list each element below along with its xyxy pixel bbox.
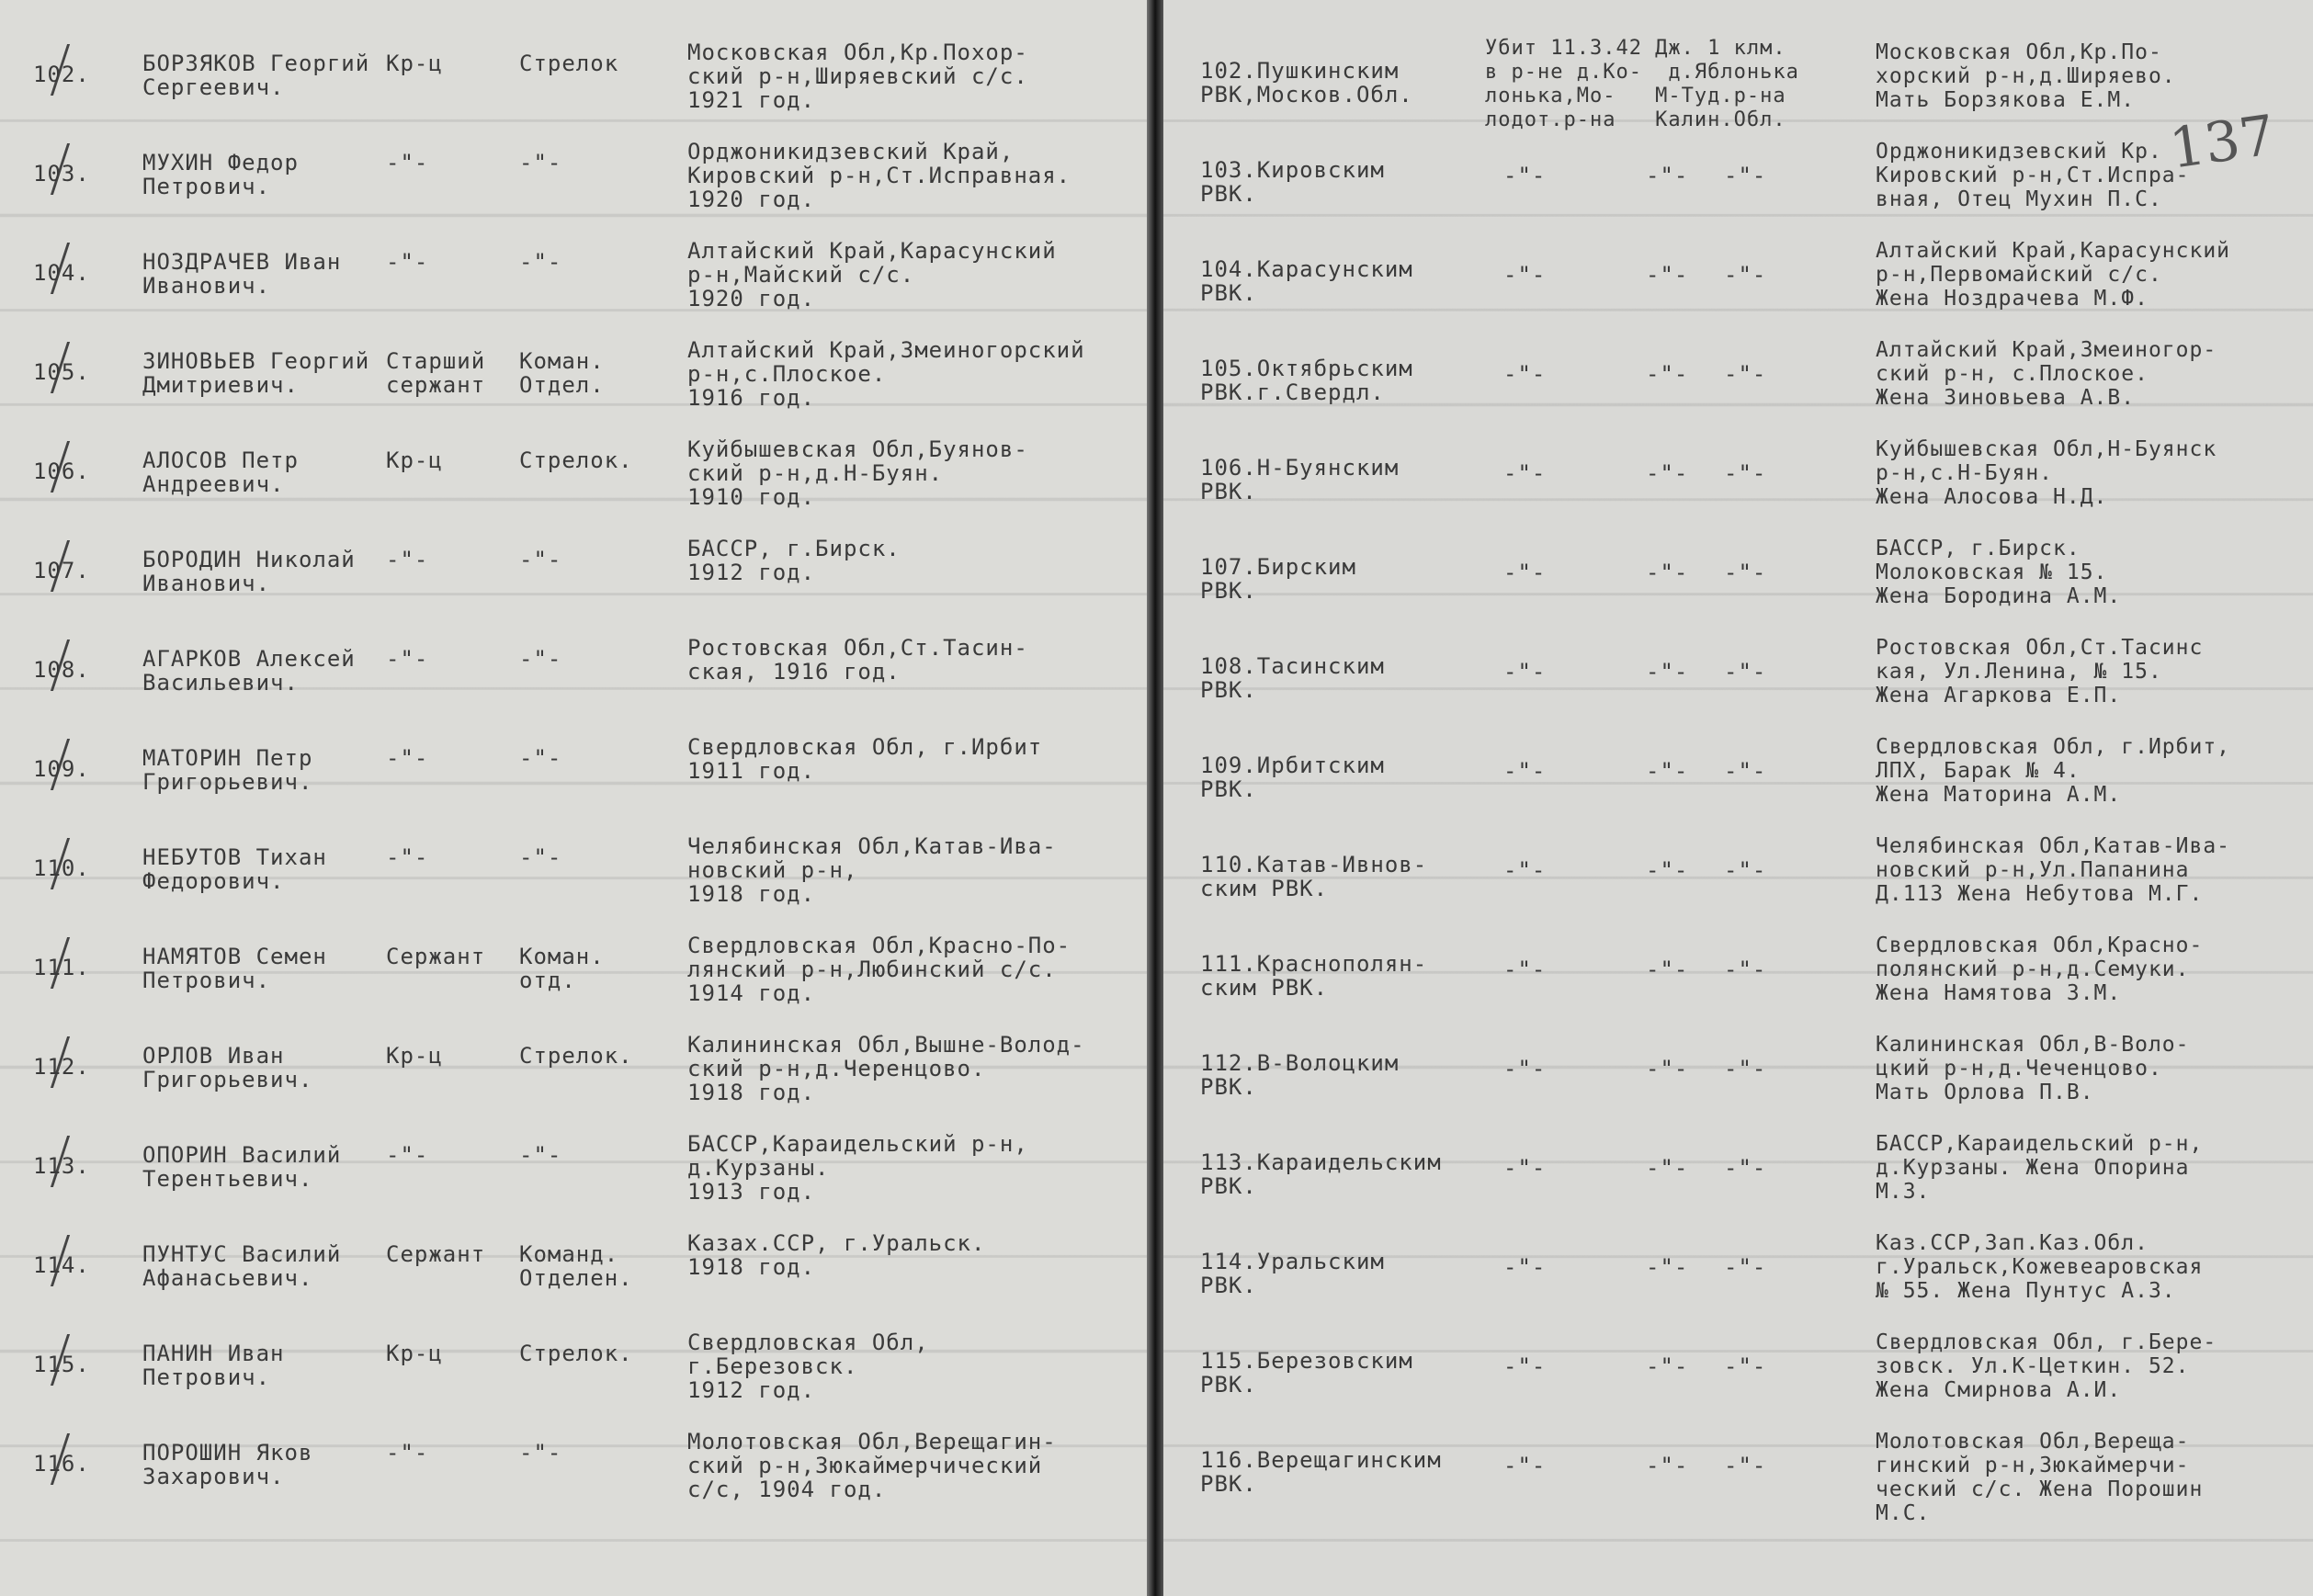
ditto-mark: -"- [1724,163,1767,188]
ditto-mark: -"- [1503,1155,1547,1181]
ditto-mark: -"- [1724,1254,1767,1280]
soldier-name: МАТОРИН Петр Григорьевич. [142,745,313,795]
ditto-mark: -"- [1503,560,1547,585]
ditto-mark: -"- [1646,1155,1689,1181]
soldier-position: -"- [519,646,562,672]
record-number: 113. [33,1153,90,1179]
left-page [0,0,1147,1596]
draft-office: 114.Уральским РВК. [1200,1249,1385,1298]
record-row [0,434,1147,529]
family-address: Орджоникидзевский Кр. Кировский р-н,Ст.Испра- вная, Отец Мухин П.С. [1876,140,2190,211]
family-address: БАССР, г.Бирск. Молоковская № 15. Жена Бородина А.М. [1876,537,2122,608]
family-address: Свердловская Обл, г.Бере- зовск. Ул.К-Цеткин. 52. Жена Смирнова А.И. [1876,1330,2217,1402]
page-fold [1147,0,1163,1596]
record-number: 112. [33,1054,90,1080]
soldier-rank: -"- [386,1440,429,1466]
record-row [1163,1128,2313,1224]
birthplace-year: Челябинская Обл,Катав-Ива- новский р-н, 1918 год. [687,833,1057,907]
record-row [0,1128,1147,1224]
soldier-rank: -"- [386,646,429,672]
record-number: 111. [33,955,90,980]
birthplace-year: Куйбышевская Обл,Буянов- ский р-н,д.Н-Буян. 1910 год. [687,436,1028,510]
record-number: 107. [33,558,90,583]
ditto-mark: -"- [1503,659,1547,685]
family-address: Ростовская Обл,Ст.Тасинс кая, Ул.Ленина, № 15. Жена Агаркова Е.П. [1876,636,2204,707]
ditto-mark: -"- [1503,956,1547,982]
soldier-name: ЗИНОВЬЕВ Георгий Дмитриевич. [142,348,370,398]
ditto-mark: -"- [1503,1056,1547,1081]
soldier-position: -"- [519,745,562,771]
soldier-name: ОПОРИН Василий Терентьевич. [142,1142,342,1192]
ditto-mark: -"- [1646,1254,1689,1280]
record-row [1163,235,2313,331]
soldier-name: АЛОСОВ Петр Андреевич. [142,447,299,497]
draft-office: 105.Октябрьским РВК.г.Свердл. [1200,356,1413,405]
birthplace-year: Свердловская Обл, г.Ирбит 1911 год. [687,734,1043,784]
ditto-mark: -"- [1503,361,1547,387]
soldier-name: БОРОДИН Николай Иванович. [142,547,356,596]
record-row [1163,1426,2313,1525]
soldier-name: АГАРКОВ Алексей Васильевич. [142,646,356,696]
ditto-mark: -"- [1724,1353,1767,1379]
soldier-rank: -"- [386,1142,429,1168]
family-address: Московская Обл,Кр.По- хорский р-н,д.Ширяево. Мать Борзякова Е.М. [1876,40,2176,112]
draft-office: 104.Карасунским РВК. [1200,256,1413,306]
ditto-mark: -"- [1724,361,1767,387]
record-row [1163,136,2313,232]
birthplace-year: БАССР,Караидельский р-н, д.Курзаны. 1913 год. [687,1131,1028,1205]
family-address: Свердловская Обл,Красно- полянский р-н,д.Семуки. Жена Намятова З.М. [1876,934,2204,1005]
ditto-mark: -"- [1646,659,1689,685]
birthplace-year: Алтайский Край,Карасунский р-н,Майский с/с. 1920 год. [687,238,1057,311]
record-row [0,235,1147,331]
ditto-mark: -"- [1646,163,1689,188]
record-number: 116. [33,1451,90,1477]
family-address: Каз.ССР,Зап.Каз.Обл. г.Уральск,Кожевеаровская № 55. Жена Пунтус А.З. [1876,1231,2204,1303]
ditto-mark: -"- [1724,262,1767,288]
soldier-name: ПУНТУС Василий Афанасьевич. [142,1241,342,1291]
ditto-mark: -"- [1503,857,1547,883]
draft-office: 109.Ирбитским РВК. [1200,753,1385,802]
soldier-name: ПОРОШИН Яков Захарович. [142,1440,313,1489]
draft-office: 107.Бирским РВК. [1200,554,1356,604]
birthplace-year: БАССР, г.Бирск. 1912 год. [687,536,901,585]
soldier-rank: Кр-ц [386,1341,443,1366]
ditto-mark: -"- [1503,758,1547,784]
record-row [1163,1228,2313,1323]
record-number: 110. [33,855,90,881]
ditto-mark: -"- [1724,659,1767,685]
soldier-position: Стрелок. [519,1043,633,1069]
record-row [1163,632,2313,728]
ditto-mark: -"- [1503,1353,1547,1379]
record-row [0,37,1147,132]
record-row [1163,334,2313,430]
birthplace-year: Молотовская Обл,Верещагин- ский р-н,Зюкаймерчический с/с, 1904 год. [687,1429,1057,1502]
draft-office: 113.Караидельским РВК. [1200,1149,1442,1199]
draft-office: 111.Краснополян- ским РВК. [1200,951,1428,1001]
ditto-mark: -"- [1724,857,1767,883]
ditto-mark: -"- [1646,1056,1689,1081]
draft-office: 106.Н-Буянским РВК. [1200,455,1400,504]
ditto-mark: -"- [1646,956,1689,982]
record-row [0,1327,1147,1422]
soldier-position: Коман. отд. [519,944,605,993]
record-row [0,1426,1147,1522]
ditto-mark: -"- [1646,460,1689,486]
soldier-position: -"- [519,150,562,175]
family-address: Свердловская Обл, г.Ирбит, ЛПХ, Барак № 4. Жена Маторина А.М. [1876,735,2231,807]
page-number: 137 [2165,103,2279,182]
birthplace-year: Орджоникидзевский Край, Кировский р-н,Ст.Исправная. 1920 год. [687,139,1071,212]
record-number: 104. [33,260,90,286]
record-row [1163,930,2313,1025]
soldier-position: Коман. Отдел. [519,348,605,398]
record-number: 114. [33,1252,90,1278]
record-row [0,533,1147,628]
record-row [0,1228,1147,1323]
family-address: Алтайский Край,Карасунский р-н,Первомайский с/с. Жена Ноздрачева М.Ф. [1876,239,2231,311]
death-note: Убит 11.3.42 Дж. 1 клм. в р-не д.Ко- д.Яблонька лонька,Мо- М-Туд.р-на лодот.р-на Калин.Обл. [1485,37,1799,131]
soldier-name: НАМЯТОВ Семен Петрович. [142,944,327,993]
record-row [0,136,1147,232]
soldier-rank: -"- [386,844,429,870]
soldier-name: БОРЗЯКОВ Георгий Сергеевич. [142,51,370,100]
soldier-rank: Кр-ц [386,51,443,76]
record-number: 103. [33,161,90,187]
soldier-position: -"- [519,1142,562,1168]
record-row [1163,831,2313,926]
soldier-position: Стрелок. [519,1341,633,1366]
draft-office: 115.Березовским РВК. [1200,1348,1413,1398]
birthplace-year: Калининская Обл,Вышне-Волод- ский р-н,д.Черенцово. 1918 год. [687,1032,1085,1105]
birthplace-year: Свердловская Обл,Красно-По- лянский р-н,Любинский с/с. 1914 год. [687,933,1071,1006]
draft-office: 108.Тасинским РВК. [1200,653,1385,703]
ditto-mark: -"- [1646,361,1689,387]
family-address: Челябинская Обл,Катав-Ива- новский р-н,Ул.Папанина Д.113 Жена Небутова М.Г. [1876,834,2231,906]
ditto-mark: -"- [1724,758,1767,784]
soldier-rank: Старший сержант [386,348,486,398]
ditto-mark: -"- [1724,956,1767,982]
ditto-mark: -"- [1503,1254,1547,1280]
ditto-mark: -"- [1724,560,1767,585]
ditto-mark: -"- [1724,1453,1767,1478]
soldier-rank: -"- [386,249,429,275]
ditto-mark: -"- [1646,758,1689,784]
draft-office: 102.Пушкинским РВК,Москов.Обл. [1200,58,1413,108]
soldier-rank: -"- [386,150,429,175]
soldier-name: НОЗДРАЧЕВ Иван Иванович. [142,249,342,299]
ditto-mark: -"- [1724,1056,1767,1081]
record-row [0,731,1147,827]
record-row [1163,1327,2313,1422]
soldier-rank: Сержант [386,944,486,969]
soldier-position: Стрелок. [519,447,633,473]
draft-office: 110.Катав-Ивнов- ским РВК. [1200,852,1428,901]
soldier-name: ОРЛОВ Иван Григорьевич. [142,1043,313,1092]
ditto-mark: -"- [1646,857,1689,883]
family-address: Куйбышевская Обл,Н-Буянск р-н,с.Н-Буян. Жена Алосова Н.Д. [1876,437,2217,509]
record-row [1163,434,2313,529]
record-row [0,334,1147,430]
soldier-position: Команд. Отделен. [519,1241,633,1291]
record-row [0,930,1147,1025]
ditto-mark: -"- [1503,163,1547,188]
draft-office: 116.Верещагинским РВК. [1200,1447,1442,1497]
record-row [1163,1029,2313,1125]
birthplace-year: Свердловская Обл, г.Березовск. 1912 год. [687,1330,929,1403]
birthplace-year: Московская Обл,Кр.Похор- ский р-н,Ширяевский с/с. 1921 год. [687,40,1028,113]
soldier-name: НЕБУТОВ Тихан Федорович. [142,844,327,894]
birthplace-year: Ростовская Обл,Ст.Тасин- ская, 1916 год. [687,635,1028,685]
ditto-mark: -"- [1503,1453,1547,1478]
record-row [0,1029,1147,1125]
soldier-name: МУХИН Федор Петрович. [142,150,299,199]
ditto-mark: -"- [1646,262,1689,288]
soldier-rank: -"- [386,547,429,572]
ditto-mark: -"- [1724,460,1767,486]
soldier-position: -"- [519,1440,562,1466]
record-number: 105. [33,359,90,385]
record-row [0,632,1147,728]
draft-office: 103.Кировским РВК. [1200,157,1385,207]
soldier-position: Стрелок [519,51,619,76]
record-row [1163,37,2313,132]
ditto-mark: -"- [1503,262,1547,288]
ditto-mark: -"- [1646,1453,1689,1478]
soldier-position: -"- [519,547,562,572]
record-number: 106. [33,458,90,484]
soldier-rank: -"- [386,745,429,771]
ditto-mark: -"- [1503,460,1547,486]
birthplace-year: Алтайский Край,Змеиногорский р-н,с.Плоское. 1916 год. [687,337,1085,411]
soldier-position: -"- [519,844,562,870]
record-number: 115. [33,1352,90,1377]
soldier-rank: Кр-ц [386,447,443,473]
soldier-rank: Сержант [386,1241,486,1267]
record-row [0,831,1147,926]
family-address: Молотовская Обл,Вереща- гинский р-н,Зюкаймерчи- ческий с/с. Жена Порошин М.С. [1876,1430,2204,1525]
family-address: БАССР,Караидельский р-н, д.Курзаны. Жена Опорина М.З. [1876,1132,2204,1204]
soldier-position: -"- [519,249,562,275]
record-row [1163,533,2313,628]
soldier-rank: Кр-ц [386,1043,443,1069]
record-number: 108. [33,657,90,683]
soldier-name: ПАНИН Иван Петрович. [142,1341,285,1390]
family-address: Калининская Обл,В-Воло- цкий р-н,д.Чеченцово. Мать Орлова П.В. [1876,1033,2190,1104]
ditto-mark: -"- [1724,1155,1767,1181]
right-page [1163,0,2313,1596]
birthplace-year: Казах.ССР, г.Уральск. 1918 год. [687,1230,986,1280]
draft-office: 112.В-Волоцким РВК. [1200,1050,1400,1100]
ditto-mark: -"- [1646,560,1689,585]
ditto-mark: -"- [1646,1353,1689,1379]
family-address: Алтайский Край,Змеиногор- ский р-н, с.Плоское. Жена Зиновьева А.В. [1876,338,2217,410]
record-number: 102. [33,62,90,87]
record-row [1163,731,2313,827]
record-number: 109. [33,756,90,782]
